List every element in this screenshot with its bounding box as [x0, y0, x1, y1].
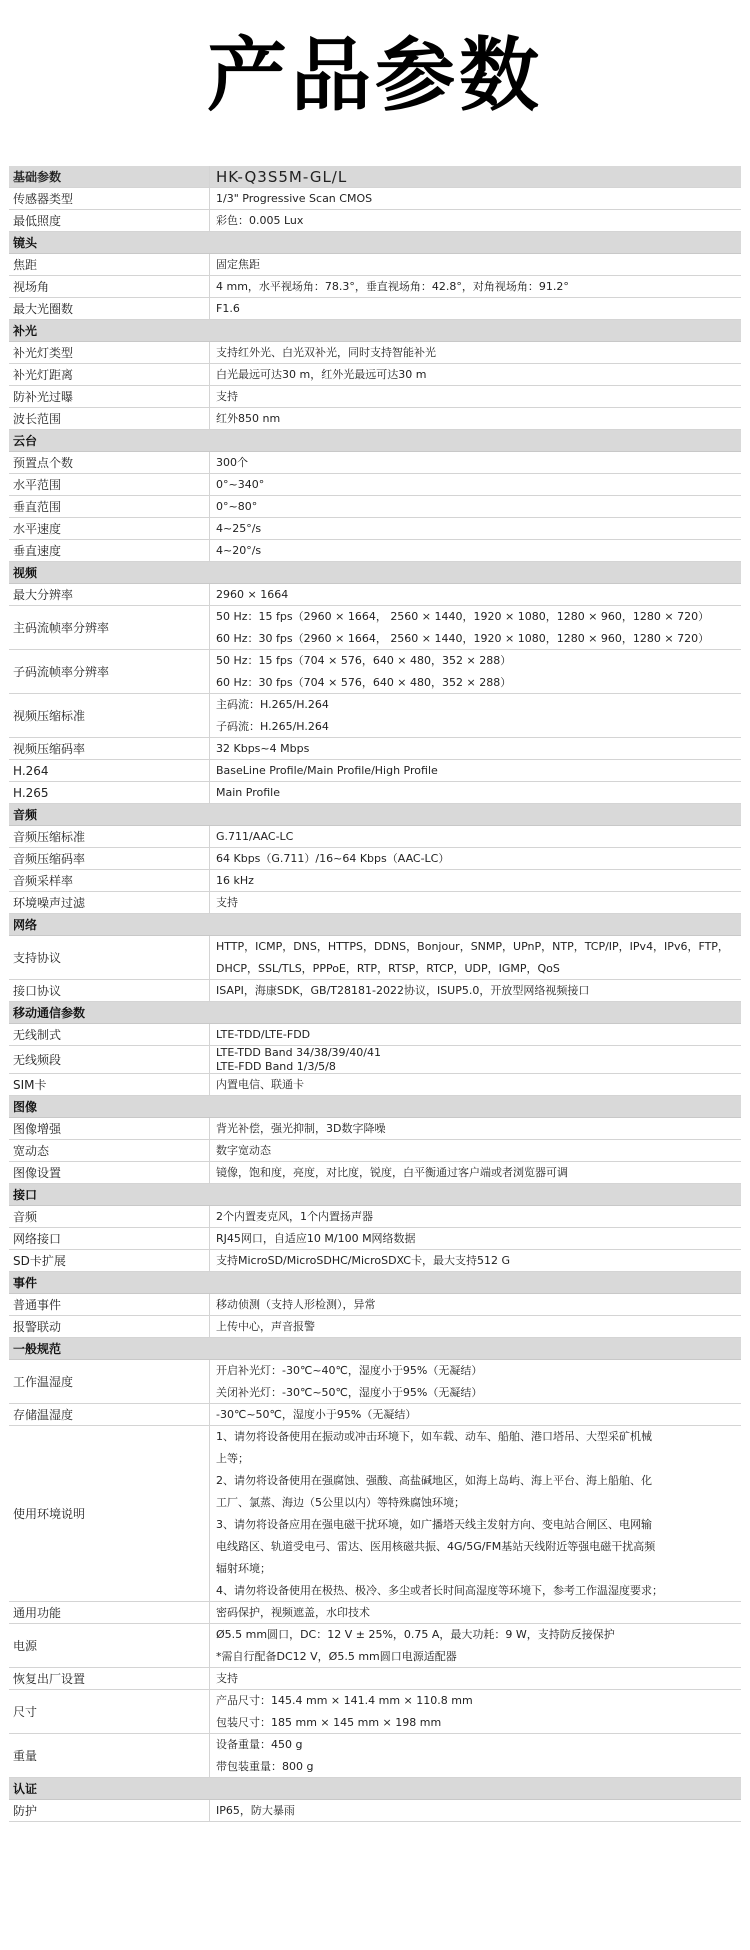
spec-value [209, 1162, 741, 1183]
section-title: 网络 [13, 918, 38, 932]
spec-row [9, 1734, 741, 1778]
spec-value-line: 彩色：0.005 Lux [216, 213, 304, 227]
spec-value [209, 892, 741, 913]
spec-value-line: 上传中心，声音报警 [216, 1319, 315, 1333]
spec-row [9, 980, 741, 1002]
section-header-row [9, 914, 741, 936]
spec-value [209, 1316, 741, 1337]
spec-table [9, 166, 741, 1822]
spec-label: 波长范围 [13, 412, 62, 426]
spec-value [209, 1074, 741, 1095]
spec-label: 使用环境说明 [13, 1507, 86, 1521]
section-header-row [9, 1096, 741, 1118]
spec-label: 网络接口 [13, 1232, 62, 1246]
spec-row [9, 1140, 741, 1162]
spec-value-line: 镜像，饱和度，亮度，对比度，锐度，白平衡通过客户端或者浏览器可调 [216, 1165, 568, 1179]
spec-value [209, 1294, 741, 1315]
spec-value-line: LTE-TDD Band 34/38/39/40/41 [216, 1045, 381, 1059]
section-spacer [209, 320, 741, 341]
spec-row [9, 694, 741, 738]
spec-value [209, 848, 741, 869]
spec-value-line: 4~25°/s [216, 521, 262, 535]
section-title: 镜头 [13, 236, 38, 250]
spec-label: H.265 [13, 785, 49, 800]
spec-row [9, 452, 741, 474]
spec-label: 电源 [13, 1639, 38, 1653]
spec-value [209, 188, 741, 209]
spec-value [209, 276, 741, 297]
spec-label: 防补光过曝 [13, 390, 74, 404]
section-title: 事件 [13, 1276, 38, 1290]
spec-value [209, 1404, 741, 1425]
section-header-row [9, 1002, 741, 1024]
spec-row [9, 826, 741, 848]
spec-label: 预置点个数 [13, 456, 74, 470]
spec-label: 宽动态 [13, 1144, 50, 1158]
spec-value-line: *需自行配备DC12 V，Ø5.5 mm圆口电源适配器 [216, 1649, 457, 1663]
section-spacer [209, 1272, 741, 1293]
spec-value-line: 电线路区、轨道受电弓、雷达、医用核磁共振、4G/5G/FM基站天线附近等强电磁干扰高频 [216, 1539, 656, 1553]
section-header-row [9, 1338, 741, 1360]
spec-row [9, 936, 741, 980]
spec-row [9, 1074, 741, 1096]
spec-label: 垂直范围 [13, 500, 62, 514]
spec-value [209, 738, 741, 759]
spec-label: 最大分辨率 [13, 588, 74, 602]
spec-value-line: 2个内置麦克风，1个内置扬声器 [216, 1209, 373, 1223]
section-title: 移动通信参数 [13, 1006, 86, 1020]
spec-value-line: 60 Hz：30 fps（2960 × 1664， 2560 × 1440，1920 × 1080，1280 × 960，1280 × 720） [216, 631, 710, 645]
spec-row [9, 782, 741, 804]
spec-row [9, 738, 741, 760]
spec-value [209, 650, 741, 693]
spec-value-line: 红外850 nm [216, 411, 281, 425]
spec-value [209, 1800, 741, 1821]
spec-value [209, 408, 741, 429]
spec-value [209, 870, 741, 891]
spec-row [9, 540, 741, 562]
spec-label: 防护 [13, 1804, 38, 1818]
spec-label: 视频压缩码率 [13, 742, 86, 756]
section-title: 接口 [13, 1188, 38, 1202]
spec-value-line: 产品尺寸：145.4 mm × 141.4 mm × 110.8 mm [216, 1693, 473, 1707]
spec-value-line: Ø5.5 mm圆口，DC：12 V ± 25%，0.75 A，最大功耗：9 W，支持防反接保护 [216, 1627, 615, 1641]
spec-value-line: 4、请勿将设备使用在极热、极冷、多尘或者长时间高湿度等环境下，参考工作温湿度要求； [216, 1583, 663, 1597]
spec-value [209, 1228, 741, 1249]
section-header-row [9, 804, 741, 826]
spec-value-line: HTTP，ICMP，DNS，HTTPS，DDNS，Bonjour，SNMP，UPnP，NTP，TCP/IP，IPv4，IPv6，FTP， [216, 939, 729, 953]
section-title: 认证 [13, 1782, 38, 1796]
spec-value-line: ISAPI，海康SDK，GB/T28181-2022协议，ISUP5.0，开放型网络视频接口 [216, 983, 590, 997]
spec-value [209, 694, 741, 737]
spec-label: 音频采样率 [13, 874, 74, 888]
spec-row [9, 1316, 741, 1338]
spec-row [9, 606, 741, 650]
spec-value-line: 3、请勿将设备应用在强电磁干扰环境，如广播塔天线主发射方向、变电站合闸区、电网输 [216, 1517, 652, 1531]
spec-value-line: IP65，防大暴雨 [216, 1803, 295, 1817]
spec-row [9, 276, 741, 298]
spec-value [209, 364, 741, 385]
spec-value [209, 166, 741, 187]
spec-label: 重量 [13, 1749, 38, 1763]
spec-label: 无线制式 [13, 1028, 62, 1042]
section-header-row [9, 1184, 741, 1206]
spec-label: 环境噪声过滤 [13, 896, 86, 910]
spec-row [9, 1690, 741, 1734]
section-header-row [9, 1272, 741, 1294]
spec-value-line: 支持MicroSD/MicroSDHC/MicroSDXC卡，最大支持512 G [216, 1253, 510, 1267]
spec-value [209, 584, 741, 605]
section-title: 云台 [13, 434, 38, 448]
section-title: 图像 [13, 1100, 38, 1114]
spec-value [209, 518, 741, 539]
spec-label: 图像增强 [13, 1122, 62, 1136]
spec-label: 存储温湿度 [13, 1408, 74, 1422]
spec-value-line: 固定焦距 [216, 257, 260, 271]
spec-value-line: 2960 × 1664 [216, 587, 289, 601]
section-spacer [209, 1002, 741, 1023]
section-spacer [209, 562, 741, 583]
spec-value-line: 64 Kbps（G.711）/16~64 Kbps（AAC-LC） [216, 851, 450, 865]
section-header-row [9, 320, 741, 342]
spec-value-line: 1/3" Progressive Scan CMOS [216, 191, 373, 205]
spec-label: 普通事件 [13, 1298, 62, 1312]
spec-value-line: HK-Q3S5M-GL/L [216, 167, 348, 186]
spec-value [209, 540, 741, 561]
spec-value-line: Main Profile [216, 785, 280, 799]
spec-row [9, 1294, 741, 1316]
spec-value-line: 支持 [216, 895, 238, 909]
spec-value [209, 1602, 741, 1623]
section-header-row [9, 232, 741, 254]
spec-label: 音频压缩码率 [13, 852, 86, 866]
spec-value-line: 4~20°/s [216, 543, 262, 557]
spec-value-line: 上等； [216, 1451, 249, 1465]
spec-value-line: 支持 [216, 389, 238, 403]
spec-value [209, 606, 741, 649]
spec-value-line: 50 Hz：15 fps（2960 × 1664， 2560 × 1440，1920 × 1080，1280 × 960，1280 × 720） [216, 609, 710, 623]
spec-value-line: 包装尺寸：185 mm × 145 mm × 198 mm [216, 1715, 442, 1729]
spec-value [209, 210, 741, 231]
spec-label: 视场角 [13, 280, 50, 294]
spec-value [209, 1140, 741, 1161]
spec-label: 水平速度 [13, 522, 62, 536]
spec-label: 音频 [13, 1210, 38, 1224]
spec-value [209, 386, 741, 407]
spec-row [9, 518, 741, 540]
spec-label: 最低照度 [13, 214, 62, 228]
spec-value [209, 760, 741, 781]
spec-row [9, 210, 741, 232]
spec-value-line: 关闭补光灯：-30℃~50℃，湿度小于95%（无凝结） [216, 1385, 483, 1399]
spec-value-line: 数字宽动态 [216, 1143, 271, 1157]
spec-value [209, 298, 741, 319]
spec-value [209, 1668, 741, 1689]
spec-value [209, 1426, 741, 1601]
spec-value-line: 辐射环境； [216, 1561, 271, 1575]
spec-value [209, 1360, 741, 1403]
spec-value-line: 密码保护，视频遮盖，水印技术 [216, 1605, 370, 1619]
spec-value-line: 60 Hz：30 fps（704 × 576，640 × 480，352 × 288） [216, 675, 512, 689]
spec-row [9, 166, 741, 188]
spec-row [9, 1602, 741, 1624]
spec-label: 尺寸 [13, 1705, 38, 1719]
spec-label: 子码流帧率分辨率 [13, 665, 110, 679]
spec-value-line: 2、请勿将设备使用在强腐蚀、强酸、高盐碱地区，如海上岛屿、海上平台、海上船舶、化 [216, 1473, 652, 1487]
spec-value [209, 1690, 741, 1733]
spec-row [9, 1404, 741, 1426]
spec-row [9, 1360, 741, 1404]
spec-value-line: 1、请勿将设备使用在振动或冲击环境下，如车载、动车、船舶、港口塔吊、大型采矿机械 [216, 1429, 652, 1443]
spec-label: 基础参数 [13, 170, 62, 184]
spec-value-line: F1.6 [216, 301, 240, 315]
section-header-row [9, 430, 741, 452]
spec-value-line: -30℃~50℃，湿度小于95%（无凝结） [216, 1407, 417, 1421]
page-title: 产品参数 [207, 29, 543, 122]
spec-row [9, 1668, 741, 1690]
spec-label: 通用功能 [13, 1606, 62, 1620]
spec-value [209, 452, 741, 473]
spec-value [209, 1046, 741, 1073]
spec-label: SD卡扩展 [13, 1254, 66, 1268]
spec-row [9, 364, 741, 386]
spec-value-line: 主码流：H.265/H.264 [216, 697, 329, 711]
spec-value-line: 带包装重量：800 g [216, 1759, 314, 1773]
spec-value-line: 背光补偿，强光抑制，3D数字降噪 [216, 1121, 386, 1135]
spec-value-line: 50 Hz：15 fps（704 × 576，640 × 480，352 × 288） [216, 653, 512, 667]
spec-label: 工作温湿度 [13, 1375, 74, 1389]
spec-row [9, 474, 741, 496]
section-spacer [209, 1184, 741, 1205]
spec-value-line: 16 kHz [216, 873, 254, 887]
spec-value-line: BaseLine Profile/Main Profile/High Profile [216, 763, 438, 777]
section-title: 视频 [13, 566, 38, 580]
spec-row [9, 298, 741, 320]
spec-row [9, 1118, 741, 1140]
section-spacer [209, 1096, 741, 1117]
spec-row [9, 1624, 741, 1668]
section-spacer [209, 914, 741, 935]
section-spacer [209, 232, 741, 253]
spec-row [9, 892, 741, 914]
spec-row [9, 1046, 741, 1074]
spec-row [9, 870, 741, 892]
spec-value-line: 工厂、氯蒸、海边（5公里以内）等特殊腐蚀环境； [216, 1495, 465, 1509]
spec-label: 水平范围 [13, 478, 62, 492]
spec-row [9, 650, 741, 694]
spec-row [9, 1800, 741, 1822]
spec-value-line: 32 Kbps~4 Mbps [216, 741, 310, 755]
spec-value-line: 内置电信、联通卡 [216, 1077, 304, 1091]
spec-label: 最大光圈数 [13, 302, 74, 316]
spec-label: 补光灯距离 [13, 368, 74, 382]
spec-value [209, 1206, 741, 1227]
section-spacer [209, 1338, 741, 1359]
spec-value-line: 300个 [216, 455, 248, 469]
spec-row [9, 342, 741, 364]
spec-value-line: 4 mm，水平视场角：78.3°，垂直视场角：42.8°，对角视场角：91.2° [216, 279, 569, 293]
spec-label: H.264 [13, 763, 49, 778]
spec-value [209, 782, 741, 803]
spec-value [209, 1024, 741, 1045]
spec-value [209, 1624, 741, 1667]
spec-value [209, 474, 741, 495]
section-spacer [209, 1778, 741, 1799]
spec-row [9, 1206, 741, 1228]
spec-row [9, 584, 741, 606]
spec-label: 垂直速度 [13, 544, 62, 558]
section-header-row [9, 562, 741, 584]
spec-value-line: RJ45网口，自适应10 M/100 M网络数据 [216, 1231, 416, 1245]
spec-value-line: 支持 [216, 1671, 238, 1685]
spec-value-line: 0°~80° [216, 499, 258, 513]
spec-value-line: 移动侦测（支持人形检测），异常 [216, 1297, 376, 1311]
section-spacer [209, 430, 741, 451]
spec-row [9, 848, 741, 870]
spec-row [9, 760, 741, 782]
spec-row [9, 1228, 741, 1250]
spec-row [9, 188, 741, 210]
spec-value [209, 342, 741, 363]
spec-label: 报警联动 [13, 1320, 62, 1334]
spec-value-line: 子码流：H.265/H.264 [216, 719, 329, 733]
section-title: 补光 [13, 324, 38, 338]
spec-value [209, 1118, 741, 1139]
spec-label: 支持协议 [13, 951, 62, 965]
spec-value-line: LTE-TDD/LTE-FDD [216, 1027, 311, 1041]
spec-value [209, 826, 741, 847]
spec-value [209, 1734, 741, 1777]
spec-label: SIM卡 [13, 1078, 47, 1092]
section-title: 一般规范 [13, 1342, 62, 1356]
spec-label: 主码流帧率分辨率 [13, 621, 110, 635]
spec-row [9, 496, 741, 518]
spec-value-line: 白光最远可达30 m，红外光最远可达30 m [216, 367, 427, 381]
section-spacer [209, 804, 741, 825]
spec-label: 音频压缩标准 [13, 830, 86, 844]
spec-row [9, 1250, 741, 1272]
spec-value [209, 980, 741, 1001]
section-header-row [9, 1778, 741, 1800]
spec-label: 接口协议 [13, 984, 62, 998]
spec-value [209, 496, 741, 517]
spec-row [9, 386, 741, 408]
spec-label: 图像设置 [13, 1166, 62, 1180]
spec-label: 恢复出厂设置 [13, 1672, 86, 1686]
spec-row [9, 254, 741, 276]
spec-value [209, 254, 741, 275]
spec-value [209, 936, 741, 979]
spec-value-line: G.711/AAC-LC [216, 829, 294, 843]
spec-value-line: LTE-FDD Band 1/3/5/8 [216, 1059, 336, 1073]
spec-label: 补光灯类型 [13, 346, 74, 360]
spec-value-line: 设备重量：450 g [216, 1737, 303, 1751]
spec-value-line: 0°~340° [216, 477, 265, 491]
spec-row [9, 1426, 741, 1602]
spec-row [9, 1162, 741, 1184]
spec-label: 视频压缩标准 [13, 709, 86, 723]
spec-label: 传感器类型 [13, 192, 74, 206]
spec-row [9, 1024, 741, 1046]
section-title: 音频 [13, 808, 38, 822]
spec-label: 无线频段 [13, 1053, 62, 1067]
spec-label: 焦距 [13, 258, 38, 272]
spec-value-line: DHCP，SSL/TLS，PPPoE，RTP，RTSP，RTCP，UDP，IGMP，QoS [216, 961, 560, 975]
spec-row [9, 408, 741, 430]
spec-value-line: 支持红外光、白光双补光，同时支持智能补光 [216, 345, 436, 359]
spec-value-line: 开启补光灯：-30℃~40℃，湿度小于95%（无凝结） [216, 1363, 483, 1377]
spec-value [209, 1250, 741, 1271]
